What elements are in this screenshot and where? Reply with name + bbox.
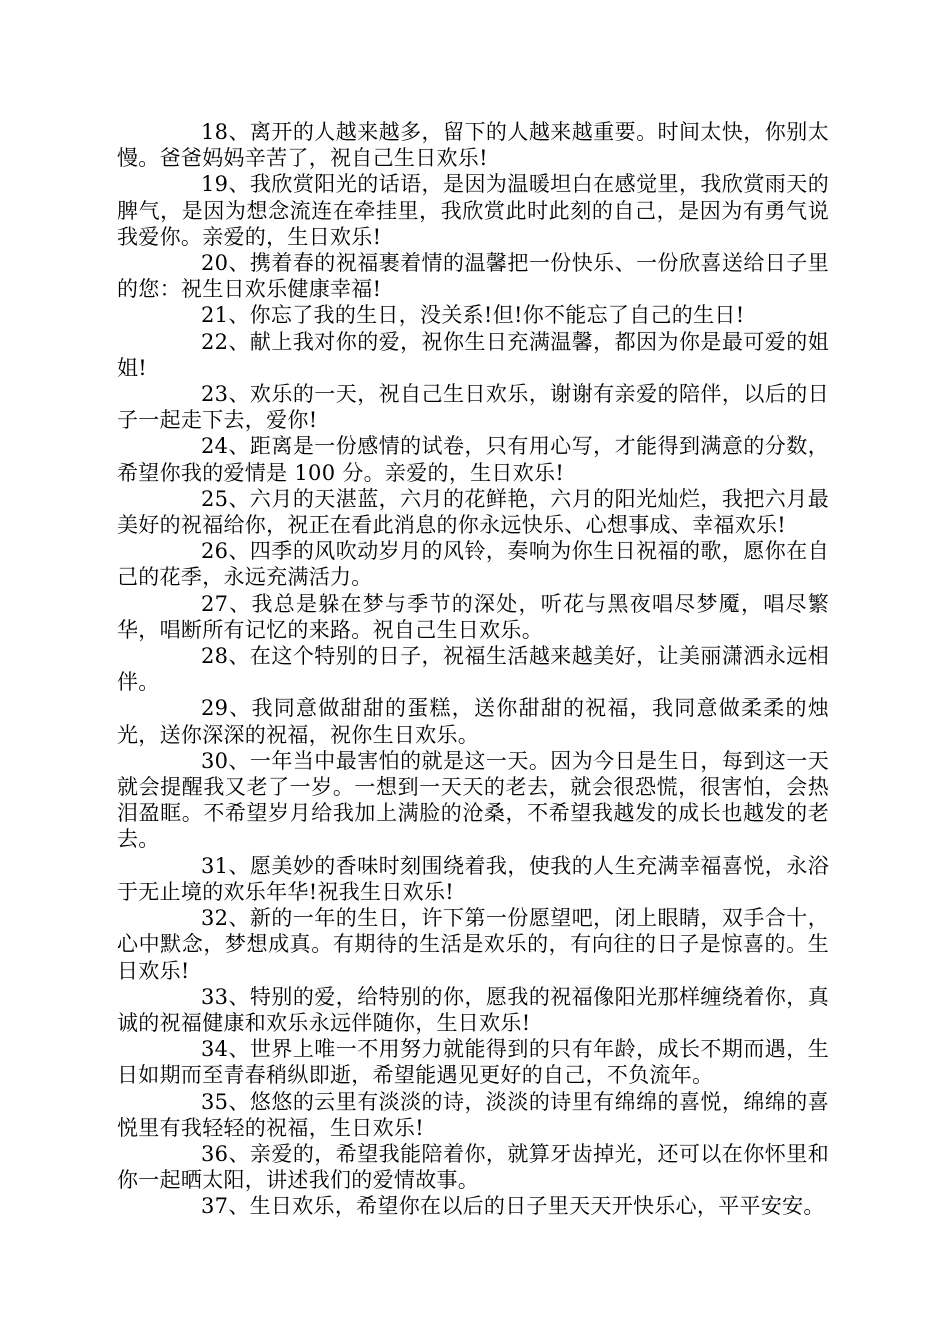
paragraph-30: 30、一年当中最害怕的就是这一天。因为今日是生日，每到这一天就会提醒我又老了一岁。一想到一天天的老去，就会很恐慌，很害怕，会热泪盈眶。不希望岁月给我加上满脸的沧桑，不希望我越发的成长也越发的老去。 <box>117 748 829 852</box>
paragraph-20: 20、携着春的祝福裹着情的温馨把一份快乐、一份欣喜送给日子里的您：祝生日欢乐健康幸福! <box>117 251 829 302</box>
paragraph-19: 19、我欣赏阳光的话语，是因为温暖坦白在感觉里，我欣赏雨天的脾气，是因为想念流连在牵挂里，我欣赏此时此刻的自己，是因为有勇气说我爱你。亲爱的，生日欢乐! <box>117 172 829 249</box>
paragraph-25: 25、六月的天湛蓝，六月的花鲜艳，六月的阳光灿烂，我把六月最美好的祝福给你，祝正在看此消息的你永远快乐、心想事成、幸福欢乐! <box>117 486 829 538</box>
document-body <box>117 119 829 1220</box>
paragraph-33: 33、特别的爱，给特别的你，愿我的祝福像阳光那样缠绕着你，真诚的祝福健康和欢乐永远伴随你，生日欢乐! <box>117 984 829 1035</box>
paragraph-22: 22、献上我对你的爱，祝你生日充满温馨，都因为你是最可爱的姐姐! <box>117 329 829 380</box>
paragraph-23: 23、欢乐的一天，祝自己生日欢乐，谢谢有亲爱的陪伴，以后的日子一起走下去，爱你! <box>117 382 829 433</box>
paragraph-34: 34、世界上唯一不用努力就能得到的只有年龄，成长不期而遇，生日如期而至青春稍纵即逝，希望能遇见更好的自己，不负流年。 <box>117 1037 829 1088</box>
paragraph-27: 27、我总是躲在梦与季节的深处，听花与黑夜唱尽梦魇，唱尽繁华，唱断所有记忆的来路。祝自己生日欢乐。 <box>117 591 829 642</box>
paragraph-26: 26、四季的风吹动岁月的风铃，奏响为你生日祝福的歌，愿你在自己的花季，永远充满活力。 <box>117 539 829 590</box>
paragraph-37: 37、生日欢乐，希望你在以后的日子里天天开快乐心，平平安安。 <box>201 1194 825 1219</box>
paragraph-18: 18、离开的人越来越多，留下的人越来越重要。时间太快，你别太慢。爸爸妈妈辛苦了，祝自己生日欢乐! <box>117 120 829 171</box>
paragraph-28: 28、在这个特别的日子，祝福生活越来越美好，让美丽潇洒永远相伴。 <box>117 644 829 695</box>
paragraph-32: 32、新的一年的生日，许下第一份愿望吧，闭上眼睛，双手合十，心中默念，梦想成真。有期待的生活是欢乐的，有向往的日子是惊喜的。生日欢乐! <box>117 906 829 983</box>
paragraph-31: 31、愿美妙的香味时刻围绕着我，使我的人生充满幸福喜悦，永浴于无止境的欢乐年华!祝我生日欢乐! <box>117 853 829 904</box>
paragraph-35: 35、悠悠的云里有淡淡的诗，淡淡的诗里有绵绵的喜悦，绵绵的喜悦里有我轻轻的祝福，生日欢乐! <box>117 1089 829 1140</box>
paragraph-36: 36、亲爱的，希望我能陪着你，就算牙齿掉光，还可以在你怀里和你一起晒太阳，讲述我们的爱情故事。 <box>117 1141 829 1193</box>
paragraph-21: 21、你忘了我的生日，没关系!但!你不能忘了自己的生日! <box>201 303 745 328</box>
paragraph-29: 29、我同意做甜甜的蛋糕，送你甜甜的祝福，我同意做柔柔的烛光，送你深深的祝福，祝你生日欢乐。 <box>117 696 829 747</box>
paragraph-24: 24、距离是一份感情的试卷，只有用心写，才能得到满意的分数，希望你我的爱情是 100 分。亲爱的，生日欢乐! <box>117 434 829 485</box>
